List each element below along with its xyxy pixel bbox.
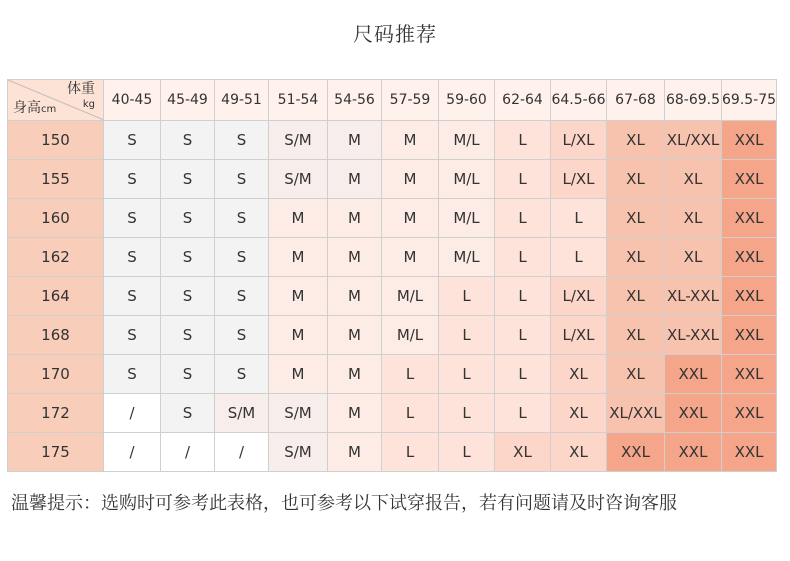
size-cell: L: [551, 199, 607, 238]
size-cell: M/L: [439, 160, 495, 199]
size-cell: XL-XXL: [665, 277, 722, 316]
weight-label: [67, 82, 95, 112]
size-cell: S: [161, 160, 215, 199]
size-cell: S: [215, 121, 269, 160]
size-cell: S/M: [269, 433, 328, 472]
weight-label-text: 体重: [67, 81, 95, 97]
size-cell: XXL: [722, 277, 777, 316]
size-chart-table: [7, 79, 777, 472]
size-cell: XL: [607, 277, 665, 316]
size-cell: S: [161, 199, 215, 238]
size-cell: M: [328, 355, 382, 394]
size-cell: L: [382, 394, 439, 433]
height-cell: 155: [8, 160, 104, 199]
size-cell: L: [495, 121, 551, 160]
size-cell: M/L: [382, 277, 439, 316]
weight-column-header: 45-49: [161, 80, 215, 121]
size-cell: L/XL: [551, 160, 607, 199]
height-cell: 170: [8, 355, 104, 394]
size-cell: S: [161, 121, 215, 160]
size-cell: L: [382, 355, 439, 394]
size-cell: XL: [607, 355, 665, 394]
size-cell: L: [495, 160, 551, 199]
size-cell: L: [439, 355, 495, 394]
size-cell: /: [161, 433, 215, 472]
height-cell: 162: [8, 238, 104, 277]
size-cell: S: [104, 238, 161, 277]
size-cell: L: [495, 394, 551, 433]
weight-column-header: 57-59: [382, 80, 439, 121]
size-cell: S: [161, 316, 215, 355]
size-cell: L: [551, 238, 607, 277]
size-cell: XL: [607, 199, 665, 238]
size-cell: XL: [607, 238, 665, 277]
size-cell: XL: [665, 199, 722, 238]
height-label-text: 身高: [13, 100, 41, 116]
size-cell: L: [495, 316, 551, 355]
size-cell: S: [104, 355, 161, 394]
size-cell: L: [382, 433, 439, 472]
size-cell: M: [382, 160, 439, 199]
size-cell: XXL: [665, 394, 722, 433]
table-row: [8, 394, 777, 433]
size-cell: S: [161, 394, 215, 433]
weight-column-header: 40-45: [104, 80, 161, 121]
size-cell: L: [495, 355, 551, 394]
size-cell: L/XL: [551, 277, 607, 316]
height-cell: 160: [8, 199, 104, 238]
weight-column-header: 59-60: [439, 80, 495, 121]
weight-column-header: 69.5-75: [722, 80, 777, 121]
weight-unit: kg: [82, 99, 95, 110]
size-cell: S/M: [269, 160, 328, 199]
size-cell: XXL: [665, 433, 722, 472]
height-cell: 175: [8, 433, 104, 472]
size-cell: S: [161, 238, 215, 277]
size-cell: M: [328, 394, 382, 433]
size-cell: S: [215, 160, 269, 199]
size-cell: M: [328, 121, 382, 160]
size-cell: XL: [607, 160, 665, 199]
size-cell: S: [215, 355, 269, 394]
size-cell: XXL: [722, 238, 777, 277]
size-cell: S: [104, 316, 161, 355]
size-cell: M: [382, 199, 439, 238]
size-cell: XL-XXL: [665, 316, 722, 355]
size-cell: S: [104, 121, 161, 160]
table-row: [8, 199, 777, 238]
weight-column-header: 67-68: [607, 80, 665, 121]
table-row: [8, 160, 777, 199]
size-cell: XL: [495, 433, 551, 472]
size-cell: XL: [607, 121, 665, 160]
size-cell: XXL: [722, 160, 777, 199]
size-cell: XL: [665, 160, 722, 199]
size-cell: M: [269, 316, 328, 355]
size-cell: /: [104, 394, 161, 433]
height-cell: 164: [8, 277, 104, 316]
table-row: [8, 433, 777, 472]
page-title: 尺码推荐: [353, 22, 437, 46]
size-cell: S/M: [269, 121, 328, 160]
size-cell: XXL: [722, 394, 777, 433]
size-cell: S/M: [215, 394, 269, 433]
size-cell: M/L: [382, 316, 439, 355]
size-cell: M/L: [439, 238, 495, 277]
size-cell: XXL: [722, 316, 777, 355]
weight-column-header: 68-69.5: [665, 80, 722, 121]
size-cell: S: [215, 277, 269, 316]
table-row: [8, 121, 777, 160]
size-cell: M: [328, 199, 382, 238]
header-row: [8, 80, 777, 121]
size-cell: L/XL: [551, 121, 607, 160]
size-cell: XL/XXL: [607, 394, 665, 433]
size-cell: M: [382, 121, 439, 160]
tip-note: 温馨提示：选购时可参考此表格，也可参考以下试穿报告，若有问题请及时咨询客服: [11, 493, 677, 514]
height-cell: 168: [8, 316, 104, 355]
table-row: [8, 316, 777, 355]
table-row: [8, 277, 777, 316]
size-cell: XXL: [722, 433, 777, 472]
size-cell: M: [328, 277, 382, 316]
size-cell: M: [328, 316, 382, 355]
corner-cell: [8, 80, 104, 121]
size-cell: M: [328, 238, 382, 277]
weight-column-header: 49-51: [215, 80, 269, 121]
size-cell: XL: [551, 394, 607, 433]
size-cell: XL: [665, 238, 722, 277]
size-cell: L: [495, 238, 551, 277]
height-unit: cm: [41, 104, 57, 115]
size-cell: S: [104, 199, 161, 238]
height-cell: 150: [8, 121, 104, 160]
size-cell: M: [328, 160, 382, 199]
size-cell: L: [439, 277, 495, 316]
size-cell: M/L: [439, 121, 495, 160]
size-cell: M: [269, 199, 328, 238]
size-cell: S: [161, 355, 215, 394]
weight-column-header: 54-56: [328, 80, 382, 121]
size-cell: L/XL: [551, 316, 607, 355]
size-cell: S: [215, 238, 269, 277]
size-cell: L: [439, 394, 495, 433]
size-cell: XL/XXL: [665, 121, 722, 160]
weight-column-header: 51-54: [269, 80, 328, 121]
size-cell: XXL: [665, 355, 722, 394]
table-row: [8, 355, 777, 394]
size-cell: S: [161, 277, 215, 316]
size-cell: XL: [551, 355, 607, 394]
size-cell: XXL: [722, 121, 777, 160]
size-cell: XL: [551, 433, 607, 472]
size-cell: S: [215, 316, 269, 355]
size-cell: /: [104, 433, 161, 472]
size-cell: L: [495, 277, 551, 316]
size-cell: XXL: [607, 433, 665, 472]
size-cell: S: [215, 199, 269, 238]
height-label: [13, 97, 56, 117]
height-cell: 172: [8, 394, 104, 433]
size-cell: M/L: [439, 199, 495, 238]
size-cell: L: [439, 316, 495, 355]
weight-column-header: 62-64: [495, 80, 551, 121]
size-cell: S/M: [269, 394, 328, 433]
size-cell: M: [269, 277, 328, 316]
size-cell: L: [495, 199, 551, 238]
size-cell: XL: [607, 316, 665, 355]
size-cell: M: [269, 238, 328, 277]
size-cell: M: [269, 355, 328, 394]
size-cell: XXL: [722, 355, 777, 394]
weight-column-header: 64.5-66: [551, 80, 607, 121]
size-cell: S: [104, 160, 161, 199]
size-cell: /: [215, 433, 269, 472]
size-cell: XXL: [722, 199, 777, 238]
table-row: [8, 238, 777, 277]
size-cell: L: [439, 433, 495, 472]
size-cell: S: [104, 277, 161, 316]
size-cell: M: [328, 433, 382, 472]
size-cell: M: [382, 238, 439, 277]
